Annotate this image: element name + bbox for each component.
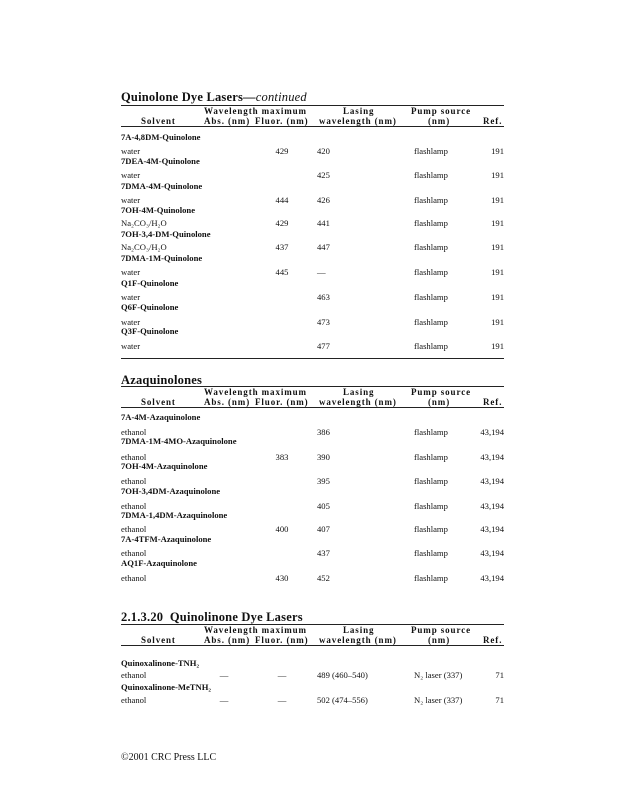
section-title: 2.1.3.20 Quinolinone Dye Lasers	[121, 610, 303, 624]
cell-solvent: water	[121, 146, 141, 156]
cell-pump: flashlamp	[414, 452, 448, 462]
header-rule	[121, 645, 504, 646]
compound-name: 7DMA-1,4DM-Azaquinolone	[121, 510, 228, 520]
cell-pump: flashlamp	[414, 242, 448, 252]
table-quinolinone	[121, 610, 504, 710]
header-solvent: Solvent	[141, 397, 176, 407]
cell-solvent: ethanol	[121, 476, 147, 486]
cell-abs: —	[219, 695, 229, 705]
header-ref: Ref.	[483, 397, 503, 407]
compound-name: 7OH-4M-Azaquinolone	[121, 461, 208, 471]
header-pump-unit: (nm)	[428, 635, 451, 645]
cell-lasing: 452	[317, 573, 330, 583]
header-lasing-group: Lasing	[343, 106, 375, 116]
cell-solvent: ethanol	[121, 670, 147, 680]
compound-name: Q3F-Quinolone	[121, 326, 179, 336]
cell-pump: flashlamp	[414, 195, 448, 205]
cell-pump: flashlamp	[414, 573, 448, 583]
cell-ref: 191	[491, 341, 504, 351]
cell-ref: 43,194	[480, 452, 504, 462]
cell-lasing: 441	[317, 218, 330, 228]
compound-name: 7OH-3,4DM-Azaquinolone	[121, 486, 221, 496]
cell-pump: flashlamp	[414, 267, 448, 277]
cell-solvent: water	[121, 267, 141, 277]
section-title: Quinolone Dye Lasers—continued	[121, 90, 307, 104]
cell-fluor: 430	[275, 573, 289, 583]
cell-fluor: 429	[275, 146, 289, 156]
header-wavelength-group: Wavelength maximum	[204, 625, 307, 635]
cell-ref: 191	[491, 218, 504, 228]
header-solvent: Solvent	[141, 116, 176, 126]
compound-name: Q1F-Quinolone	[121, 278, 179, 288]
cell-pump: flashlamp	[414, 341, 448, 351]
cell-pump: flashlamp	[414, 524, 448, 534]
header-fluor: Fluor. (nm)	[255, 397, 309, 407]
cell-ref: 191	[491, 170, 504, 180]
cell-pump: flashlamp	[414, 170, 448, 180]
cell-ref: 43,194	[480, 476, 504, 486]
cell-lasing: 426	[317, 195, 330, 205]
compound-name: 7DMA-1M-Quinolone	[121, 253, 203, 263]
compound-name: Quinoxalinone-TNH₂	[121, 658, 200, 668]
cell-pump: flashlamp	[414, 218, 448, 228]
cell-ref: 43,194	[480, 524, 504, 534]
header-rule	[121, 126, 504, 127]
cell-solvent: ethanol	[121, 548, 147, 558]
cell-ref: 43,194	[480, 501, 504, 511]
header-lasing-wavelength: wavelength (nm)	[319, 397, 397, 407]
header-rule	[121, 407, 504, 408]
header-pump-group: Pump source	[411, 625, 471, 635]
cell-lasing: 489 (460–540)	[317, 670, 368, 680]
cell-lasing: 386	[317, 427, 330, 437]
compound-name: 7DEA-4M-Quinolone	[121, 156, 200, 166]
compound-name: 7OH-4M-Quinolone	[121, 205, 196, 215]
cell-solvent: ethanol	[121, 452, 147, 462]
cell-lasing: 477	[317, 341, 330, 351]
cell-pump: N₂ laser (337)	[414, 670, 463, 680]
cell-ref: 191	[491, 195, 504, 205]
header-pump-group: Pump source	[411, 106, 471, 116]
header-lasing-group: Lasing	[343, 625, 375, 635]
copyright-footer: ©2001 CRC Press LLC	[121, 752, 217, 763]
cell-pump: flashlamp	[414, 146, 448, 156]
header-ref: Ref.	[483, 116, 503, 126]
header-lasing-wavelength: wavelength (nm)	[319, 116, 397, 126]
header-abs: Abs. (nm)	[204, 635, 251, 645]
header-solvent: Solvent	[141, 635, 176, 645]
cell-lasing: 447	[317, 242, 330, 252]
compound-name: 7A-4TFM-Azaquinolone	[121, 534, 212, 544]
cell-lasing: 405	[317, 501, 330, 511]
header-ref: Ref.	[483, 635, 503, 645]
cell-pump: flashlamp	[414, 476, 448, 486]
cell-ref: 71	[495, 695, 504, 705]
table-quinolone	[121, 90, 504, 362]
cell-ref: 43,194	[480, 427, 504, 437]
header-abs: Abs. (nm)	[204, 116, 251, 126]
cell-lasing: 390	[317, 452, 330, 462]
cell-fluor: —	[277, 695, 287, 705]
cell-fluor: 429	[275, 218, 289, 228]
compound-name: 7DMA-1M-4MO-Azaquinolone	[121, 436, 237, 446]
cell-lasing: 407	[317, 524, 330, 534]
cell-lasing: 502 (474–556)	[317, 695, 368, 705]
cell-solvent: ethanol	[121, 427, 147, 437]
cell-ref: 191	[491, 242, 504, 252]
cell-solvent: water	[121, 317, 141, 327]
cell-pump: flashlamp	[414, 317, 448, 327]
cell-lasing: 395	[317, 476, 330, 486]
header-abs: Abs. (nm)	[204, 397, 251, 407]
header-wavelength-group: Wavelength maximum	[204, 387, 307, 397]
cell-solvent: Na₂CO₃/H₂O	[121, 218, 167, 228]
cell-solvent: water	[121, 292, 141, 302]
cell-ref: 191	[491, 317, 504, 327]
header-fluor: Fluor. (nm)	[255, 635, 309, 645]
cell-ref: 43,194	[480, 573, 504, 583]
cell-fluor: —	[277, 670, 287, 680]
cell-solvent: water	[121, 195, 141, 205]
cell-solvent: Na₂CO₃/H₂O	[121, 242, 167, 252]
header-pump-group: Pump source	[411, 387, 471, 397]
cell-solvent: ethanol	[121, 573, 147, 583]
cell-abs: —	[219, 670, 229, 680]
cell-solvent: ethanol	[121, 524, 147, 534]
cell-lasing: —	[317, 267, 326, 277]
cell-solvent: water	[121, 170, 141, 180]
cell-fluor: 445	[275, 267, 289, 277]
cell-pump: flashlamp	[414, 427, 448, 437]
cell-ref: 43,194	[480, 548, 504, 558]
cell-ref: 191	[491, 292, 504, 302]
cell-fluor: 437	[275, 242, 289, 252]
cell-lasing: 437	[317, 548, 330, 558]
cell-pump: flashlamp	[414, 501, 448, 511]
compound-name: 7A-4,8DM-Quinolone	[121, 132, 201, 142]
header-lasing-group: Lasing	[343, 387, 375, 397]
compound-name: 7A-4M-Azaquinolone	[121, 412, 201, 422]
cell-lasing: 425	[317, 170, 330, 180]
cell-fluor: 400	[275, 524, 289, 534]
table-azaquinolones	[121, 373, 504, 588]
header-pump-unit: (nm)	[428, 397, 451, 407]
header-wavelength-group: Wavelength maximum	[204, 106, 307, 116]
cell-solvent: ethanol	[121, 501, 147, 511]
title-suffix: continued	[255, 90, 307, 104]
compound-name: AQ1F-Azaquinolone	[121, 558, 197, 568]
cell-fluor: 383	[275, 452, 289, 462]
cell-lasing: 420	[317, 146, 330, 156]
header-fluor: Fluor. (nm)	[255, 116, 309, 126]
cell-pump: flashlamp	[414, 548, 448, 558]
compound-name: 7DMA-4M-Quinolone	[121, 181, 203, 191]
header-lasing-wavelength: wavelength (nm)	[319, 635, 397, 645]
compound-name: 7OH-3,4-DM-Quinolone	[121, 229, 211, 239]
cell-pump: flashlamp	[414, 292, 448, 302]
cell-lasing: 463	[317, 292, 330, 302]
compound-name: Quinoxalinone-MeTNH₂	[121, 682, 211, 692]
bottom-rule	[121, 358, 504, 359]
cell-ref: 71	[495, 670, 504, 680]
header-pump-unit: (nm)	[428, 116, 451, 126]
cell-solvent: ethanol	[121, 695, 147, 705]
cell-ref: 191	[491, 267, 504, 277]
section-title: Azaquinolones	[121, 373, 203, 387]
cell-pump: N₂ laser (337)	[414, 695, 463, 705]
cell-fluor: 444	[275, 195, 289, 205]
cell-ref: 191	[491, 146, 504, 156]
cell-lasing: 473	[317, 317, 330, 327]
cell-solvent: water	[121, 341, 141, 351]
compound-name: Q6F-Quinolone	[121, 302, 179, 312]
